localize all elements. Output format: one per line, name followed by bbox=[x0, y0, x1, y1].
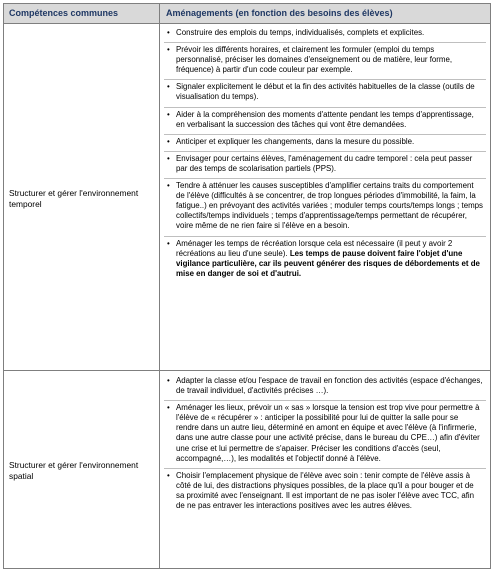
bullet-icon: • bbox=[167, 153, 170, 163]
bullet-icon: • bbox=[167, 181, 170, 191]
list-item: • Tendre à atténuer les causes susceptibles d'amplifier certains traits du comportement de l'élève (difficultés à se concentrer, de trop longues périodes d'immobilité, la faim, la fatigue..) en prévoyant des activités variées ; moduler temps courts/temps longs ; temps collectifs/temps individuels ; temps d'apprentissage/temps permettant de récupérer, voire même de ne rien faire si l'élève en a besoin. bbox=[164, 179, 486, 236]
list-item: • Anticiper et expliquer les changements, dans la mesure du possible. bbox=[164, 135, 486, 152]
bullet-icon: • bbox=[167, 109, 170, 119]
list-item: • Aménager les lieux, prévoir un « sas » lorsque la tension est trop vive pour permettre à l'élève de « récupérer » : anticiper la possibilité pour lui de quitter la salle pour se rendre dans un autre lieu, déterminé en amont en équipe et avec l'élève (à l'infirmerie, dans une autre classe pour une activité précise, dans le bureau du CPE…) afin d'éviter une crise et lui permettre de s'apaiser. Préciser les conditions d'accès (seul, accompagné,…), les modalités et l'objectif donné à l'élève. bbox=[164, 401, 486, 469]
table-header bbox=[4, 4, 490, 24]
list-temporal bbox=[164, 26, 486, 283]
list-item: • Signaler explicitement le début et la fin des activités habituelles de la classe (outils de visualisation du temps). bbox=[164, 80, 486, 107]
list-item: • Aménager les temps de récréation lorsque cela est nécessaire (il peut y avoir 2 récréations au lieu d'une seule). Les temps de pause doivent faire l'objet d'une vigilance particulière, car ils peuvent générer des risques de débordements et de mise en danger de soi et d'autrui. bbox=[167, 238, 480, 278]
row-label-temporal: Structurer et gérer l'environnement temporel bbox=[9, 188, 139, 209]
bullet-icon: • bbox=[167, 376, 170, 385]
bullet-icon: • bbox=[167, 136, 170, 146]
list-item: • Construire des emplois du temps, individualisés, complets et explicites. bbox=[164, 26, 486, 43]
list-item: • Aider à la compréhension des moments d'attente pendant les temps d'apprentissage, en verbalisant la succession des tâches qui vont être demandées. bbox=[164, 108, 486, 135]
header-common-skills: Compétences communes bbox=[9, 8, 119, 18]
list-item: • Prévoir les différents horaires, et clairement les formuler (emploi du temps personnalisé, préciser les domaines d'enseignement ou de matière, leur forme, fréquence) à partir d'un code couleur par exemple. bbox=[164, 43, 486, 80]
accommodations-table bbox=[3, 3, 491, 569]
bullet-icon: • bbox=[167, 470, 170, 480]
bullet-icon: • bbox=[167, 403, 170, 413]
bullet-icon: • bbox=[167, 28, 170, 37]
row-separator bbox=[4, 370, 490, 371]
list-spatial bbox=[164, 374, 486, 515]
row-label-spatial: Structurer et gérer l'environnement spatial bbox=[9, 460, 139, 481]
list-item: • Adapter la classe et/ou l'espace de travail en fonction des activités (espace d'échanges, de travail individuel, d'activités précises …). bbox=[164, 374, 486, 401]
bullet-icon: • bbox=[167, 238, 170, 248]
bullet-icon: • bbox=[167, 82, 170, 92]
header-accommodations: Aménagements (en fonction des besoins des élèves) bbox=[166, 8, 393, 18]
column-divider bbox=[159, 4, 160, 568]
list-item: • Envisager pour certains élèves, l'aménagement du cadre temporel : cela peut passer par des temps de scolarisation partiels (PPS). bbox=[164, 152, 486, 179]
list-item: • Choisir l'emplacement physique de l'élève avec soin : tenir compte de l'élève assis à côté de lui, des distractions physiques possibles, de la place qu'il a pour bouger et de sa proximité avec l'enseignant. Il est important de ne pas isoler l'élève avec TCC, afin de ne pas entraver les interactions positives avec les autres élèves. bbox=[167, 470, 475, 511]
bold-warning: Les temps de pause doivent faire l'objet d'une vigilance particulière, car ils peuvent générer des risques de débordements et de mise en danger de soi et d'autrui. bbox=[176, 248, 480, 278]
bullet-icon: • bbox=[167, 45, 170, 55]
